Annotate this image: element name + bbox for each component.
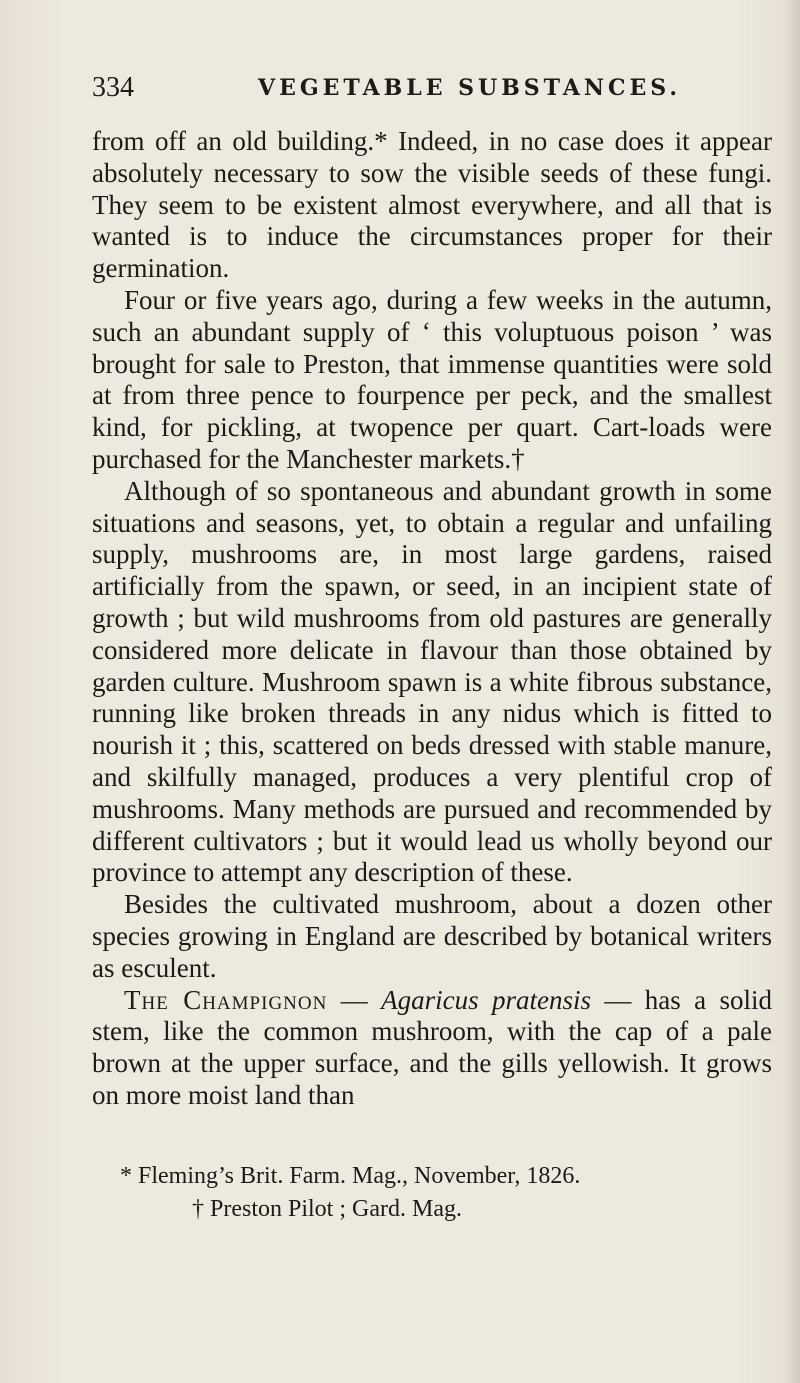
champignon-heading: The Champignon bbox=[124, 984, 328, 1015]
paragraph-preston: Four or five years ago, during a few weeks in the autumn, such an abundant supply of ‘ this voluptuous poison ’ was brought for sale to Preston, that immense quantities were sold at from three pence to fourpence per peck, and the smallest kind, for pickling, at twopence per quart. Cart-loads were purchased for the Manchester markets.† bbox=[92, 284, 772, 474]
paragraph-continuation: from off an old building.* Indeed, in no case does it appear absolutely necessary to sow the visible seeds of these fungi. They seem to be existent almost everywhere, and all that is wanted is to induce the circumstances proper for their germination. bbox=[92, 126, 772, 284]
page-header bbox=[92, 72, 762, 108]
dash: — bbox=[327, 984, 382, 1015]
paragraph-champignon bbox=[92, 985, 772, 1112]
footnote-1: * Fleming’s Brit. Farm. Mag., November, 1826. bbox=[120, 1163, 581, 1189]
paragraph-species: Besides the cultivated mushroom, about a dozen other species growing in England are described by botanical writers as esculent. bbox=[92, 889, 772, 983]
page-edge-shadow bbox=[784, 0, 800, 1383]
running-head: VEGETABLE SUBSTANCES. bbox=[258, 75, 682, 101]
paragraph-cultivation: Although of so spontaneous and abundant growth in some situations and seasons, yet, to obtain a regular and unfailing supply, mushrooms are, in most large gardens, raised artificially from the spawn, or seed, in an incipient state of growth ; but wild mushrooms from old pastures are generally considered more delicate in flavour than those obtained by garden culture. Mushroom spawn is a white fibrous substance, running like broken threads in any nidus which is fitted to nourish it ; this, scattered on beds dressed with stable manure, and skilfully managed, produces a very plentiful crop of mushrooms. Many methods are pursued and recommended by different cultivators ; but it would lead us wholly beyond our province to attempt any description of these. bbox=[92, 475, 772, 888]
page-number: 334 bbox=[92, 72, 134, 103]
latin-name: Agaricus pratensis bbox=[381, 984, 591, 1015]
champignon-description: — has a solid stem, like the common mushroom, with the cap of a pale brown at the upper surface, and the gills yellowish. It grows on more moist land than bbox=[92, 984, 772, 1110]
footnotes bbox=[92, 1160, 772, 1226]
footnote-2: † Preston Pilot ; Gard. Mag. bbox=[192, 1196, 462, 1222]
body-text bbox=[92, 126, 772, 1112]
